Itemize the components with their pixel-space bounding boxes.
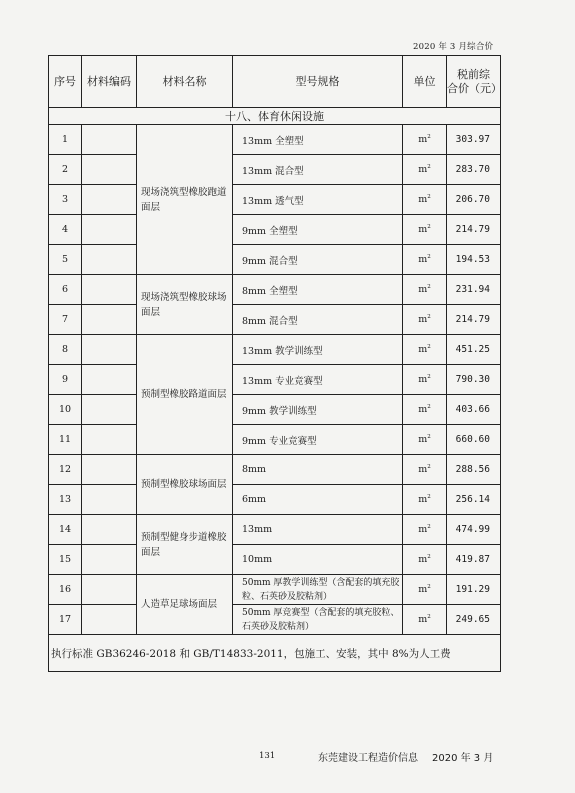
note-row: [49, 635, 501, 672]
row-unit: [403, 485, 447, 515]
header-unit: 单位: [403, 56, 447, 108]
row-unit: [403, 335, 447, 365]
row-price: 403.66: [447, 395, 501, 425]
row-spec: 13mm 专业竞赛型: [233, 365, 403, 395]
unit-sup: 2: [427, 343, 431, 350]
unit-sup: 2: [427, 613, 431, 620]
row-no: 2: [49, 155, 82, 185]
row-no: 4: [49, 215, 82, 245]
row-spec: 8mm 全塑型: [233, 275, 403, 305]
row-price: 256.14: [447, 485, 501, 515]
document-date-note: 2020 年 3 月综合价: [413, 42, 494, 52]
unit-sup: 2: [427, 163, 431, 170]
standard-note: 执行标准 GB36246-2018 和 GB/T14833-2011，包施工、安装，其中 8%为人工费: [49, 635, 501, 672]
row-price: 303.97: [447, 125, 501, 155]
unit-sup: 2: [427, 493, 431, 500]
unit-sup: 2: [427, 223, 431, 230]
row-price: 474.99: [447, 515, 501, 545]
unit-text: m: [418, 464, 428, 476]
row-spec: 13mm 混合型: [233, 155, 403, 185]
table-row: [49, 365, 501, 395]
publication-date: 2020 年 3 月: [432, 753, 494, 764]
table-row: [49, 545, 501, 575]
row-price: 283.70: [447, 155, 501, 185]
row-price: 214.79: [447, 215, 501, 245]
price-table: [48, 55, 501, 672]
unit-text: m: [418, 374, 428, 386]
section-row: [49, 108, 501, 125]
unit-text: m: [418, 254, 428, 266]
row-no: 9: [49, 365, 82, 395]
table-row: [49, 335, 501, 365]
row-no: 17: [49, 605, 82, 635]
unit-text: m: [418, 284, 428, 296]
row-spec: 13mm 全塑型: [233, 125, 403, 155]
table-row: [49, 305, 501, 335]
group-name: 预制型橡胶球场面层: [137, 455, 233, 515]
row-price: 191.29: [447, 575, 501, 605]
row-unit: [403, 185, 447, 215]
table-row: [49, 245, 501, 275]
row-code: [82, 545, 137, 575]
unit-text: m: [418, 494, 428, 506]
row-unit: [403, 215, 447, 245]
unit-sup: 2: [427, 583, 431, 590]
row-no: 11: [49, 425, 82, 455]
row-no: 7: [49, 305, 82, 335]
row-code: [82, 245, 137, 275]
unit-sup: 2: [427, 313, 431, 320]
row-price: 660.60: [447, 425, 501, 455]
unit-sup: 2: [427, 193, 431, 200]
table-row: [49, 185, 501, 215]
table-header-row: [49, 56, 501, 108]
row-unit: [403, 515, 447, 545]
header-name: 材料名称: [137, 56, 233, 108]
row-code: [82, 365, 137, 395]
row-unit: [403, 425, 447, 455]
unit-text: m: [418, 314, 428, 326]
unit-text: m: [418, 224, 428, 236]
unit-text: m: [418, 584, 428, 596]
unit-sup: 2: [427, 403, 431, 410]
row-unit: [403, 455, 447, 485]
row-spec: 6mm: [233, 485, 403, 515]
row-code: [82, 425, 137, 455]
header-code: 材料编码: [82, 56, 137, 108]
row-spec: 50mm 厚教学训练型（含配套的填充胶粒、石英砂及胶粘剂）: [233, 575, 403, 605]
row-code: [82, 275, 137, 305]
row-no: 5: [49, 245, 82, 275]
publication-name: 东莞建设工程造价信息: [318, 753, 418, 764]
row-code: [82, 455, 137, 485]
row-code: [82, 215, 137, 245]
row-spec: 50mm 厚竞赛型（含配套的填充胶粒、石英砂及胶粘剂）: [233, 605, 403, 635]
row-spec: 8mm 混合型: [233, 305, 403, 335]
row-code: [82, 485, 137, 515]
row-no: 8: [49, 335, 82, 365]
row-no: 14: [49, 515, 82, 545]
unit-sup: 2: [427, 133, 431, 140]
unit-text: m: [418, 194, 428, 206]
unit-sup: 2: [427, 283, 431, 290]
unit-sup: 2: [427, 463, 431, 470]
row-spec: 10mm: [233, 545, 403, 575]
unit-text: m: [418, 554, 428, 566]
row-price: 206.70: [447, 185, 501, 215]
row-price: 249.65: [447, 605, 501, 635]
row-code: [82, 335, 137, 365]
row-code: [82, 575, 137, 605]
unit-text: m: [418, 524, 428, 536]
row-no: 13: [49, 485, 82, 515]
group-name: 现场浇筑型橡胶跑道面层: [137, 125, 233, 275]
table-row: [49, 275, 501, 305]
row-code: [82, 155, 137, 185]
row-spec: 9mm 混合型: [233, 245, 403, 275]
row-no: 16: [49, 575, 82, 605]
row-no: 3: [49, 185, 82, 215]
row-unit: [403, 245, 447, 275]
row-unit: [403, 395, 447, 425]
row-price: 288.56: [447, 455, 501, 485]
row-spec: 9mm 教学训练型: [233, 395, 403, 425]
row-unit: [403, 605, 447, 635]
row-code: [82, 395, 137, 425]
row-price: 790.30: [447, 365, 501, 395]
row-unit: [403, 125, 447, 155]
unit-text: m: [418, 614, 428, 626]
row-no: 10: [49, 395, 82, 425]
header-spec: 型号规格: [233, 56, 403, 108]
table-row: [49, 395, 501, 425]
row-code: [82, 305, 137, 335]
row-spec: 13mm 教学训练型: [233, 335, 403, 365]
group-name: 现场浇筑型橡胶球场面层: [137, 275, 233, 335]
row-no: 15: [49, 545, 82, 575]
row-price: 451.25: [447, 335, 501, 365]
row-no: 1: [49, 125, 82, 155]
table-row: [49, 575, 501, 605]
table-row: [49, 515, 501, 545]
row-no: 6: [49, 275, 82, 305]
section-title: 十八、体育休闲设施: [49, 108, 501, 125]
table-row: [49, 485, 501, 515]
table-row: [49, 125, 501, 155]
table-row: [49, 455, 501, 485]
unit-text: m: [418, 344, 428, 356]
header-price-line2: 合价（元）: [447, 81, 502, 95]
unit-text: m: [418, 434, 428, 446]
row-no: 12: [49, 455, 82, 485]
table-row: [49, 215, 501, 245]
unit-sup: 2: [427, 373, 431, 380]
row-unit: [403, 575, 447, 605]
unit-sup: 2: [427, 523, 431, 530]
header-price-line1: 税前综: [457, 67, 490, 81]
row-spec: 9mm 专业竞赛型: [233, 425, 403, 455]
row-price: 419.87: [447, 545, 501, 575]
row-code: [82, 605, 137, 635]
page-number: 131: [259, 751, 276, 761]
row-unit: [403, 365, 447, 395]
unit-text: m: [418, 134, 428, 146]
group-name: 人造草足球场面层: [137, 575, 233, 635]
row-spec: 13mm 透气型: [233, 185, 403, 215]
unit-text: m: [418, 404, 428, 416]
row-price: 214.79: [447, 305, 501, 335]
unit-sup: 2: [427, 253, 431, 260]
unit-sup: 2: [427, 553, 431, 560]
group-name: 预制型橡胶路道面层: [137, 335, 233, 455]
table-row: [49, 605, 501, 635]
row-unit: [403, 305, 447, 335]
row-code: [82, 515, 137, 545]
row-unit: [403, 545, 447, 575]
row-price: 194.53: [447, 245, 501, 275]
header-no: 序号: [49, 56, 82, 108]
row-spec: 9mm 全塑型: [233, 215, 403, 245]
row-price: 231.94: [447, 275, 501, 305]
row-unit: [403, 155, 447, 185]
row-code: [82, 125, 137, 155]
row-spec: 8mm: [233, 455, 403, 485]
group-name: 预制型健身步道橡胶面层: [137, 515, 233, 575]
unit-sup: 2: [427, 433, 431, 440]
header-price: [447, 56, 501, 108]
row-code: [82, 185, 137, 215]
unit-text: m: [418, 164, 428, 176]
row-unit: [403, 275, 447, 305]
row-spec: 13mm: [233, 515, 403, 545]
table-row: [49, 155, 501, 185]
table-row: [49, 425, 501, 455]
